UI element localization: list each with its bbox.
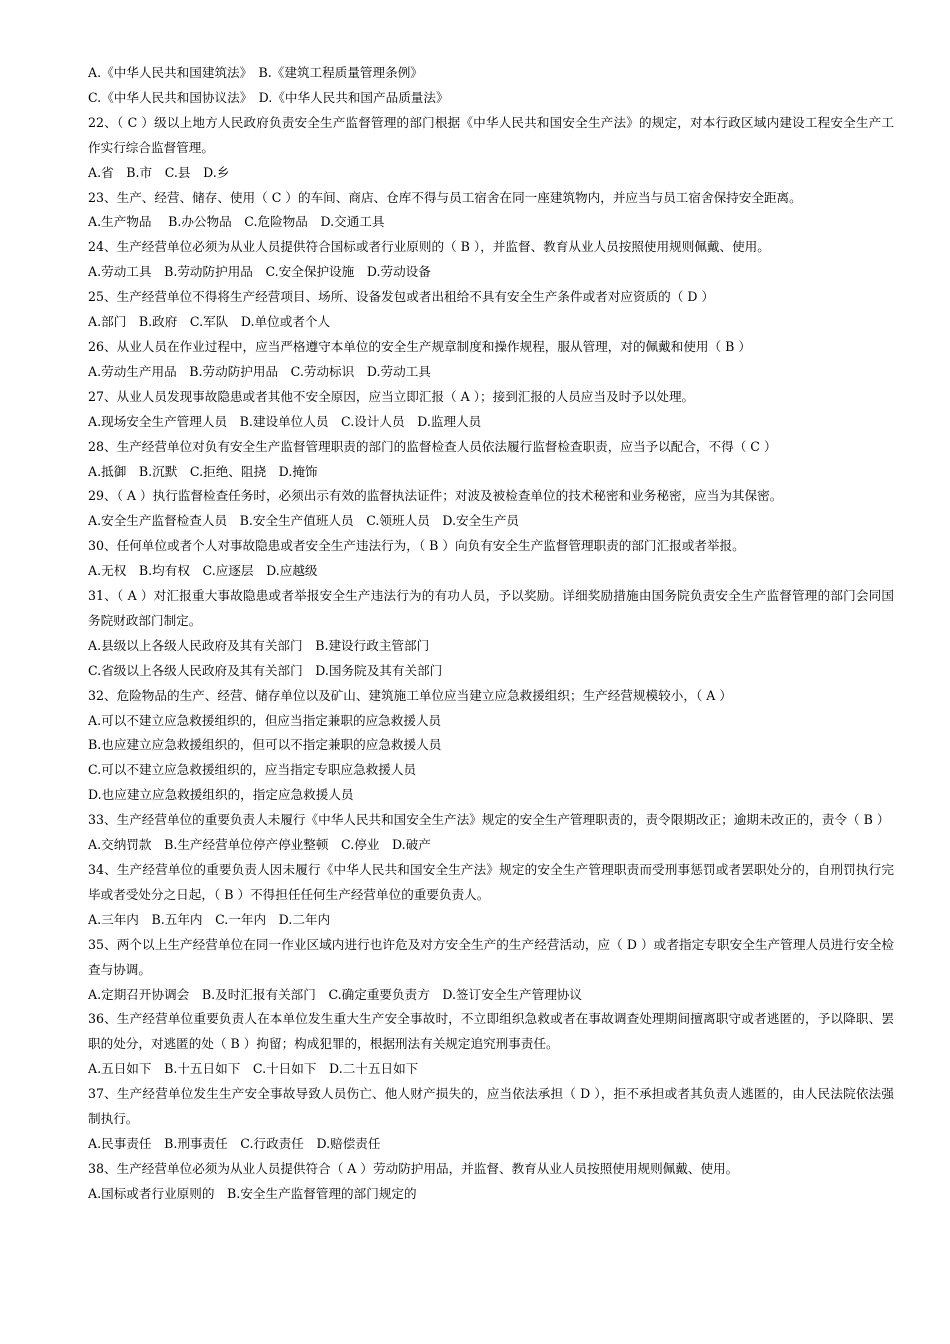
answer-options-line: A.国标或者行业原则的 B.安全生产监督管理的部门规定的: [88, 1185, 417, 1201]
question-33: 33、生产经营单位的重要负责人未履行《中华人民共和国安全生产法》规定的安全生产管理职责的，责令限期改正；逾期未改正的，责令（ B ）: [88, 812, 890, 828]
answer-options-line: A.三年内 B.五年内 C.一年内 D.二年内: [88, 911, 331, 927]
answer-option: B.也应建立应急救援组织的，但可以不指定兼职的应急救援人员: [88, 737, 442, 753]
answer-options-line: C.省级以上各级人民政府及其有关部门 D.国务院及其有关部门: [88, 662, 443, 678]
question-23: 23、生产、经营、储存、使用（ C ）的车间、商店、仓库不得与员工宿舍在同一座建筑物内，并应当与员工宿舍保持安全距离。: [88, 189, 802, 205]
question-28: 28、生产经营单位对负有安全生产监督管理职责的部门的监督检查人员依法履行监督检查职责，应当予以配合，不得（ C ）: [88, 438, 777, 454]
question-22: 22、（ C ）级以上地方人民政府负责安全生产监督管理的部门根据《中华人民共和国安全生产法》的规定，对本行政区域内建设工程安全生产工作实行综合监督管理。: [88, 114, 894, 155]
question-37: 37、生产经营单位发生生产安全事故导致人员伤亡、他人财产损失的，应当依法承担（ D ），拒不承担或者其负责人逃匿的，由人民法院依法强制执行。: [88, 1086, 894, 1127]
question-35: 35、两个以上生产经营单位在同一作业区域内进行也许危及对方安全生产的生产经营活动，应（ D ）或者指定专职安全生产管理人员进行安全检查与协调。: [88, 936, 894, 977]
question-38: 38、生产经营单位必须为从业人员提供符合（ A ）劳动防护用品，并监督、教育从业人员按照使用规则佩戴、使用。: [88, 1160, 739, 1176]
answer-options-line: A.劳动生产用品 B.劳动防护用品 C.劳动标识 D.劳动工具: [88, 363, 431, 379]
question-27: 27、从业人员发现事故隐患或者其他不安全原因，应当立即汇报（ A ）；接到汇报的人员应当及时予以处理。: [88, 388, 695, 404]
answer-options-line: A.县级以上各级人民政府及其有关部门 B.建设行政主管部门: [88, 637, 430, 653]
answer-options-line: A.劳动工具 B.劳动防护用品 C.安全保护设施 D.劳动设备: [88, 264, 431, 280]
answer-options-line: A.抵御 B.沉默 C.拒绝、阻挠 D.掩饰: [88, 463, 318, 479]
question-26: 26、从业人员在作业过程中，应当严格遵守本单位的安全生产规章制度和操作规程，服从管理，对的佩戴和使用（ B ）: [88, 338, 751, 354]
answer-options-line: A.安全生产监督检查人员 B.安全生产值班人员 C.领班人员 D.安全生产员: [88, 513, 520, 529]
question-31: 31、（ A ）对汇报重大事故隐患或者举报安全生产违法行为的有功人员，予以奖励。详细奖励措施由国务院负责安全生产监督管理的部门会同国务院财政部门制定。: [88, 588, 894, 628]
question-34: 34、生产经营单位的重要负责人因未履行《中华人民共和国安全生产法》规定的安全生产管理职责而受刑事惩罚或者罢职处分的，自刑罚执行完毕或者受处分之日起，（ B ）不得担任任何生产经营单位的重要负责人。: [88, 862, 894, 902]
question-24: 24、生产经营单位必须为从业人员提供符合国标或者行业原则的（ B ），并监督、教育从业人员按照使用规则佩戴、使用。: [88, 239, 770, 255]
answer-options-line: A.无权 B.均有权 C.应逐层 D.应越级: [88, 563, 318, 579]
question-29: 29、（ A ）执行监督检查任务时，必须出示有效的监督执法证件；对波及被检查单位的技术秘密和业务秘密，应当为其保密。: [88, 488, 783, 504]
answer-options-line: A.部门 B.政府 C.军队 D.单位或者个人: [88, 314, 331, 330]
question-32: 32、危险物品的生产、经营、储存单位以及矿山、建筑施工单位应当建立应急救援组织；生产经营规模较小，（ A ）: [88, 687, 732, 703]
answer-options-line: A.民事责任 B.刑事责任 C.行政责任 D.赔偿责任: [88, 1135, 381, 1151]
answer-options-line: A.生产物品 B.办公物品 C.危险物品 D.交通工具: [88, 214, 385, 230]
question-25: 25、生产经营单位不得将生产经营项目、场所、设备发包或者出租给不具有安全生产条件或者对应资质的（ D ）: [88, 289, 715, 305]
answer-options-line: A.五日如下 B.十五日如下 C.十日如下 D.二十五日如下: [88, 1061, 419, 1077]
document-body: [88, 61, 894, 1207]
answer-options-line: A.《中华人民共和国建筑法》 B.《建筑工程质量管理条例》: [88, 65, 423, 80]
answer-option: D.也应建立应急救援组织的，指定应急救援人员: [88, 787, 354, 803]
answer-option: C.可以不建立应急救援组织的，应当指定专职应急救援人员: [88, 762, 417, 778]
answer-options-line: A.定期召开协调会 B.及时汇报有关部门 C.确定重要负责方 D.签订安全生产管理协议: [88, 986, 582, 1002]
answer-options-line: A.省 B.市 C.县 D.乡: [88, 164, 230, 180]
answer-option: A.可以不建立应急救援组织的，但应当指定兼职的应急救援人员: [88, 712, 442, 728]
question-36: 36、生产经营单位重要负责人在本单位发生重大生产安全事故时，不立即组织急救或者在事故调查处理期间擅离职守或者逃匿的，予以降职、罢职的处分，对逃匿的处（ B ）拘留；构成犯罪的，根据刑法有关规定追究刑事责任。: [88, 1011, 894, 1052]
answer-options-line: C.《中华人民共和国协议法》 D.《中华人民共和国产品质量法》: [88, 89, 449, 105]
answer-options-line: A.现场安全生产管理人员 B.建设单位人员 C.设计人员 D.监理人员: [88, 413, 482, 429]
question-30: 30、任何单位或者个人对事故隐患或者安全生产违法行为，（ B ）向负有安全生产监督管理职责的部门汇报或者举报。: [88, 538, 745, 554]
answer-options-line: A.交纳罚款 B.生产经营单位停产停业整顿 C.停业 D.破产: [88, 837, 431, 853]
